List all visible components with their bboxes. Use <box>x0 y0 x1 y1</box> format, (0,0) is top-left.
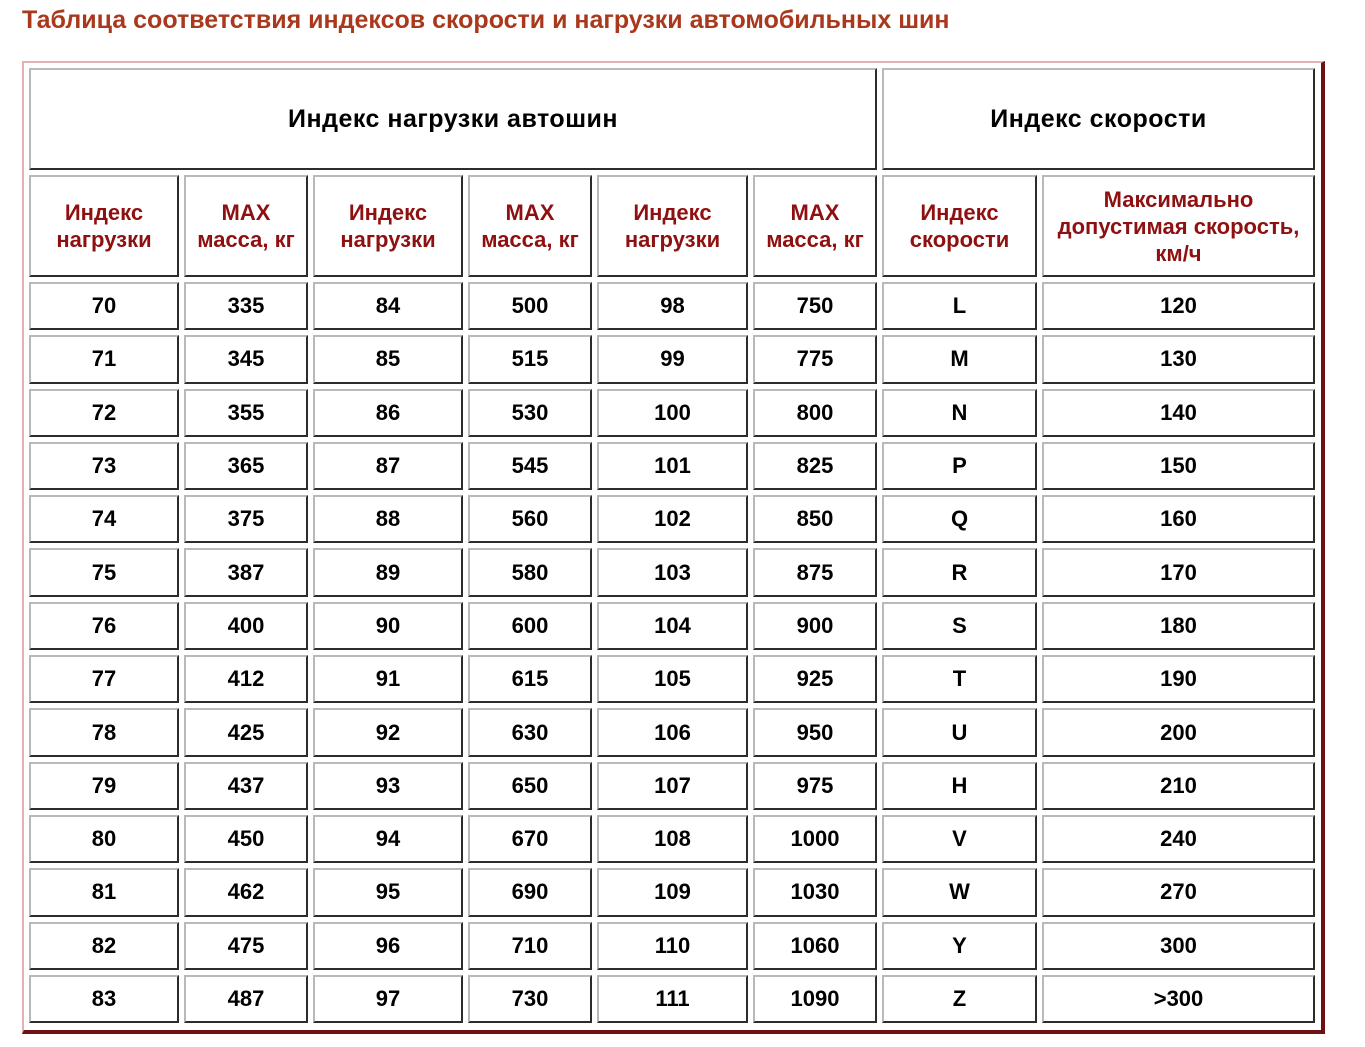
max-mass-cell: 375 <box>184 495 308 543</box>
max-mass-cell: 630 <box>468 708 592 756</box>
max-speed-cell: 210 <box>1042 762 1315 810</box>
speed-index-cell: N <box>882 389 1037 437</box>
speed-index-cell: H <box>882 762 1037 810</box>
max-mass-cell: 690 <box>468 868 592 916</box>
max-mass-cell: 425 <box>184 708 308 756</box>
load-index-cell: 107 <box>597 762 748 810</box>
max-speed-cell: 140 <box>1042 389 1315 437</box>
max-mass-cell: 500 <box>468 282 592 330</box>
max-mass-cell: 670 <box>468 815 592 863</box>
load-index-cell: 102 <box>597 495 748 543</box>
load-index-group-header: Индекс нагрузки автошин <box>29 68 877 170</box>
max-speed-cell: 190 <box>1042 655 1315 703</box>
load-index-cell: 91 <box>313 655 463 703</box>
load-index-cell: 96 <box>313 922 463 970</box>
max-speed-cell: 180 <box>1042 602 1315 650</box>
load-index-cell: 76 <box>29 602 179 650</box>
load-index-cell: 71 <box>29 335 179 383</box>
max-mass-cell: 975 <box>753 762 877 810</box>
max-mass-cell: 530 <box>468 389 592 437</box>
table-row <box>29 868 1315 916</box>
max-mass-cell: 387 <box>184 548 308 596</box>
max-mass-cell: 925 <box>753 655 877 703</box>
table-row <box>29 922 1315 970</box>
load-index-cell: 88 <box>313 495 463 543</box>
speed-index-cell: V <box>882 815 1037 863</box>
max-mass-cell: 850 <box>753 495 877 543</box>
max-mass-cell: 545 <box>468 442 592 490</box>
speed-index-group-header: Индекс скорости <box>882 68 1315 170</box>
table-row <box>29 655 1315 703</box>
max-mass-cell: 412 <box>184 655 308 703</box>
load-index-cell: 83 <box>29 975 179 1023</box>
max-speed-cell: 200 <box>1042 708 1315 756</box>
table-row <box>29 975 1315 1023</box>
load-index-cell: 81 <box>29 868 179 916</box>
column-header-load-index: Индекс нагрузки <box>597 175 748 277</box>
load-index-cell: 92 <box>313 708 463 756</box>
max-mass-cell: 580 <box>468 548 592 596</box>
max-mass-cell: 475 <box>184 922 308 970</box>
load-index-cell: 78 <box>29 708 179 756</box>
max-mass-cell: 1090 <box>753 975 877 1023</box>
column-header-row <box>29 175 1315 277</box>
table-row <box>29 548 1315 596</box>
speed-index-cell: Z <box>882 975 1037 1023</box>
max-speed-cell: 240 <box>1042 815 1315 863</box>
max-mass-cell: 650 <box>468 762 592 810</box>
column-header-max-mass: MAX масса, кг <box>753 175 877 277</box>
load-index-cell: 98 <box>597 282 748 330</box>
column-header-load-index: Индекс нагрузки <box>29 175 179 277</box>
column-header-load-index: Индекс нагрузки <box>313 175 463 277</box>
column-header-max-speed: Максимально допустимая скорость, км/ч <box>1042 175 1315 277</box>
speed-index-cell: L <box>882 282 1037 330</box>
load-index-cell: 89 <box>313 548 463 596</box>
column-header-speed-index: Индекс скорости <box>882 175 1037 277</box>
speed-index-cell: T <box>882 655 1037 703</box>
max-mass-cell: 1060 <box>753 922 877 970</box>
group-header-row <box>29 68 1315 170</box>
load-index-cell: 94 <box>313 815 463 863</box>
max-mass-cell: 400 <box>184 602 308 650</box>
load-index-cell: 99 <box>597 335 748 383</box>
column-header-max-mass: MAX масса, кг <box>468 175 592 277</box>
max-mass-cell: 450 <box>184 815 308 863</box>
max-mass-cell: 710 <box>468 922 592 970</box>
load-index-cell: 85 <box>313 335 463 383</box>
table-row <box>29 815 1315 863</box>
max-mass-cell: 1030 <box>753 868 877 916</box>
max-mass-cell: 1000 <box>753 815 877 863</box>
load-index-cell: 95 <box>313 868 463 916</box>
max-mass-cell: 900 <box>753 602 877 650</box>
max-speed-cell: 300 <box>1042 922 1315 970</box>
speed-index-cell: P <box>882 442 1037 490</box>
load-index-cell: 84 <box>313 282 463 330</box>
speed-index-cell: S <box>882 602 1037 650</box>
load-index-cell: 79 <box>29 762 179 810</box>
load-index-cell: 105 <box>597 655 748 703</box>
max-mass-cell: 437 <box>184 762 308 810</box>
table-body <box>29 282 1315 1023</box>
column-header-max-mass: MAX масса, кг <box>184 175 308 277</box>
load-index-cell: 75 <box>29 548 179 596</box>
max-mass-cell: 560 <box>468 495 592 543</box>
max-speed-cell: >300 <box>1042 975 1315 1023</box>
table-row <box>29 708 1315 756</box>
max-mass-cell: 825 <box>753 442 877 490</box>
max-speed-cell: 130 <box>1042 335 1315 383</box>
speed-index-cell: Y <box>882 922 1037 970</box>
load-index-cell: 80 <box>29 815 179 863</box>
load-index-cell: 110 <box>597 922 748 970</box>
max-mass-cell: 615 <box>468 655 592 703</box>
max-speed-cell: 170 <box>1042 548 1315 596</box>
max-speed-cell: 120 <box>1042 282 1315 330</box>
max-speed-cell: 150 <box>1042 442 1315 490</box>
max-mass-cell: 487 <box>184 975 308 1023</box>
load-index-cell: 73 <box>29 442 179 490</box>
load-index-cell: 104 <box>597 602 748 650</box>
load-index-cell: 109 <box>597 868 748 916</box>
load-index-cell: 72 <box>29 389 179 437</box>
table-row <box>29 442 1315 490</box>
max-mass-cell: 462 <box>184 868 308 916</box>
speed-index-cell: Q <box>882 495 1037 543</box>
load-index-cell: 101 <box>597 442 748 490</box>
table-row <box>29 602 1315 650</box>
load-index-cell: 86 <box>313 389 463 437</box>
load-index-cell: 82 <box>29 922 179 970</box>
load-index-cell: 77 <box>29 655 179 703</box>
load-index-cell: 108 <box>597 815 748 863</box>
load-index-cell: 87 <box>313 442 463 490</box>
max-mass-cell: 775 <box>753 335 877 383</box>
speed-index-cell: R <box>882 548 1037 596</box>
load-index-cell: 103 <box>597 548 748 596</box>
page-title: Таблица соответствия индексов скорости и нагрузки автомобильных шин <box>22 6 950 34</box>
speed-index-cell: W <box>882 868 1037 916</box>
load-index-cell: 100 <box>597 389 748 437</box>
load-index-cell: 93 <box>313 762 463 810</box>
max-mass-cell: 750 <box>753 282 877 330</box>
max-mass-cell: 950 <box>753 708 877 756</box>
table-row <box>29 282 1315 330</box>
table-row <box>29 389 1315 437</box>
max-speed-cell: 270 <box>1042 868 1315 916</box>
max-mass-cell: 875 <box>753 548 877 596</box>
table-row <box>29 495 1315 543</box>
max-mass-cell: 800 <box>753 389 877 437</box>
table-row <box>29 762 1315 810</box>
max-mass-cell: 365 <box>184 442 308 490</box>
max-mass-cell: 730 <box>468 975 592 1023</box>
speed-index-cell: M <box>882 335 1037 383</box>
load-index-cell: 111 <box>597 975 748 1023</box>
load-index-cell: 74 <box>29 495 179 543</box>
load-index-cell: 106 <box>597 708 748 756</box>
max-speed-cell: 160 <box>1042 495 1315 543</box>
max-mass-cell: 345 <box>184 335 308 383</box>
table-row <box>29 335 1315 383</box>
speed-index-cell: U <box>882 708 1037 756</box>
load-index-cell: 70 <box>29 282 179 330</box>
table-frame <box>22 61 1325 1034</box>
max-mass-cell: 600 <box>468 602 592 650</box>
max-mass-cell: 515 <box>468 335 592 383</box>
max-mass-cell: 355 <box>184 389 308 437</box>
tire-index-table <box>24 63 1320 1028</box>
load-index-cell: 90 <box>313 602 463 650</box>
max-mass-cell: 335 <box>184 282 308 330</box>
load-index-cell: 97 <box>313 975 463 1023</box>
